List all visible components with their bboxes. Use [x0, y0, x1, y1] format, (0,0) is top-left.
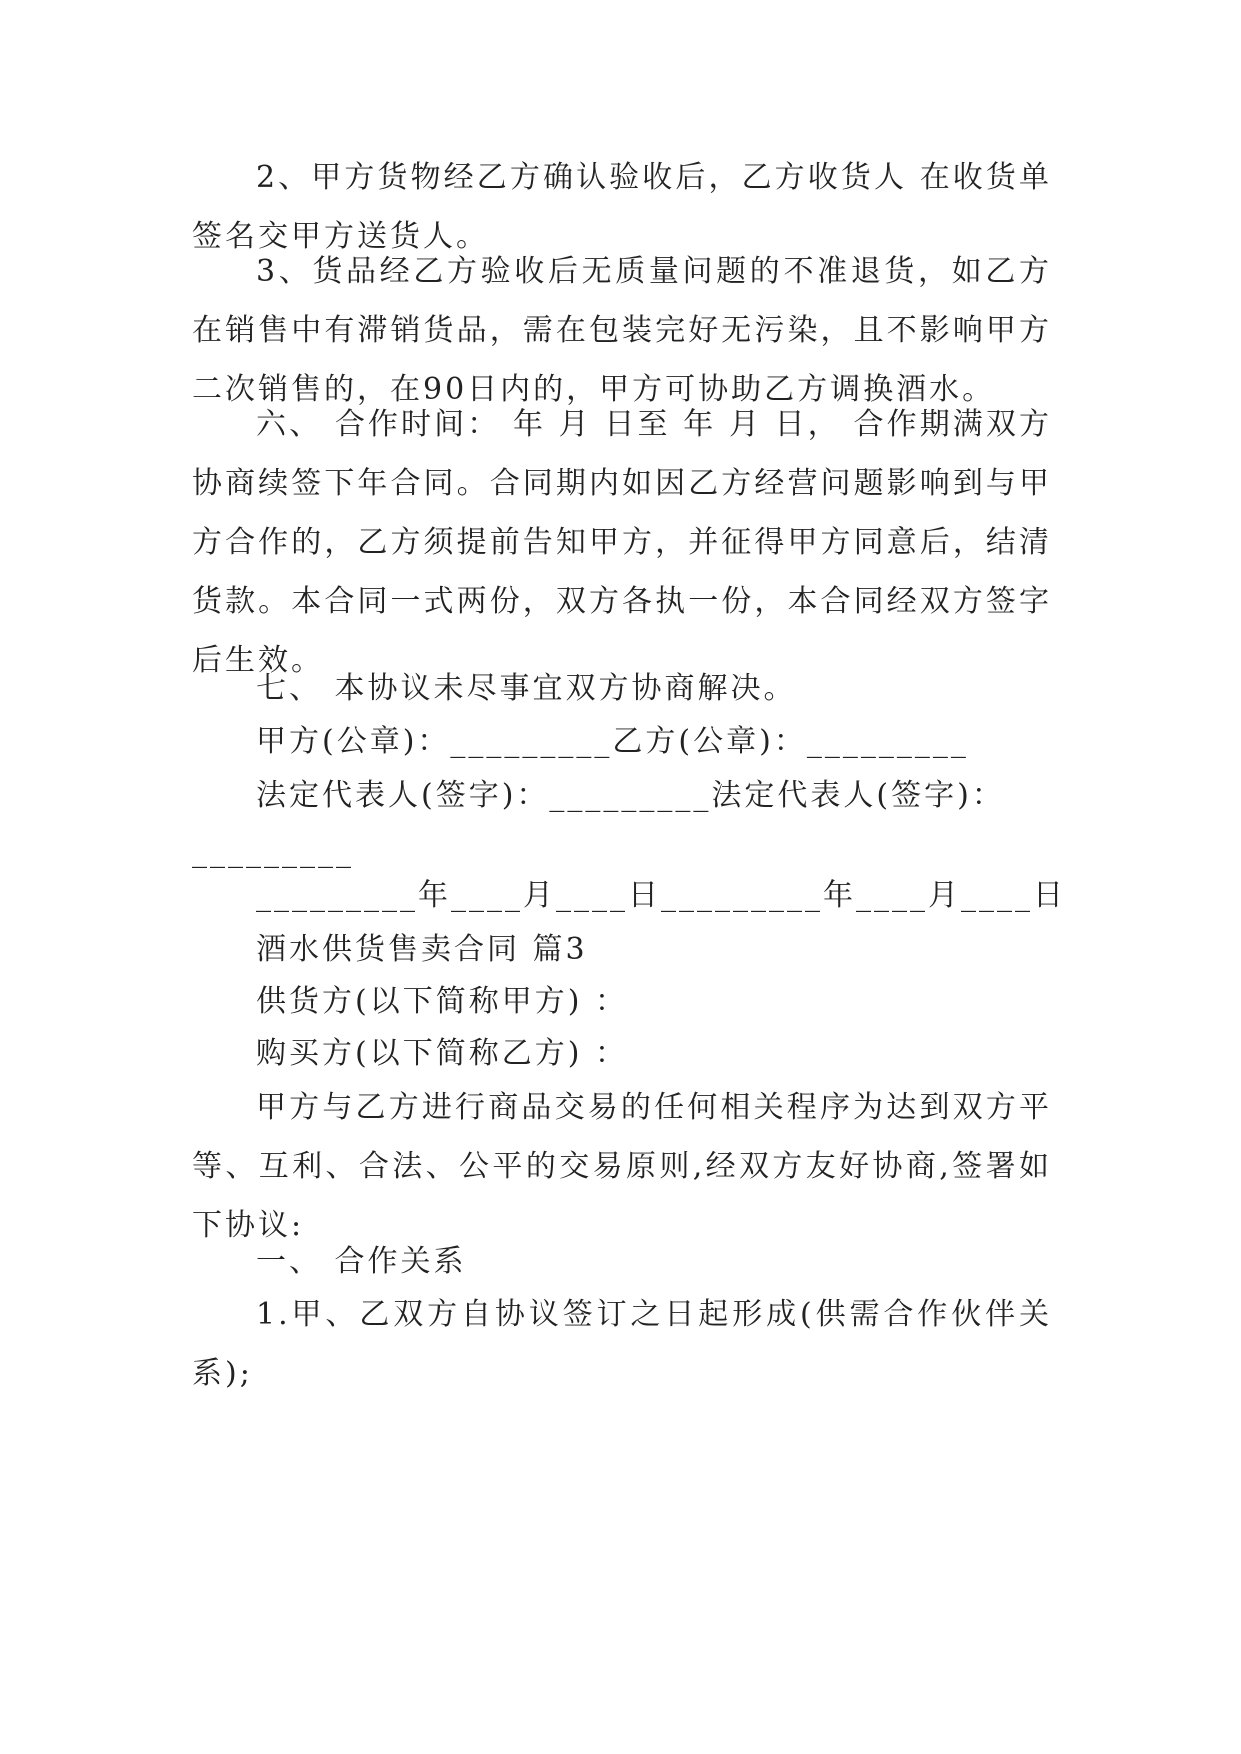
date-line: _________年____月____日_________年____月____日 — [256, 878, 1066, 913]
clause-3-paragraph: 3、货品经乙方验收后无质量问题的不准退货，如乙方在销售中有滞销货品，需在包装完好无污染，且不影响甲方二次销售的，在90日内的，甲方可协助乙方调换酒水。 — [192, 254, 1052, 407]
seal-signature-line: 甲方(公章)：_________乙方(公章)：_________ — [256, 724, 969, 759]
section-6-paragraph: 六、 合作时间： 年 月 日至 年 月 日， 合作期满双方协商续签下年合同。合同期内如因乙方经营问题影响到与甲方合作的，乙方须提前告知甲方，并征得甲方同意后，结清货款。本合同一式两份，双方各执一份，本合同经双方签字后生效。 — [192, 407, 1052, 678]
contract-heading: 酒水供货售卖合同 篇3 — [256, 932, 588, 967]
clause-2-paragraph: 2、甲方货物经乙方确认验收后，乙方收货人 在收货单签名交甲方送货人。 — [192, 160, 1052, 254]
representative-underline: _________ — [192, 834, 354, 869]
section-1-heading: 一、 合作关系 — [256, 1244, 467, 1279]
agreement-intro-paragraph: 甲方与乙方进行商品交易的任何相关程序为达到双方平等、互利、合法、公平的交易原则,经双方友好协商,签署如下协议: — [192, 1090, 1052, 1243]
section-7-paragraph: 七、 本协议未尽事宜双方协商解决。 — [256, 671, 797, 706]
buyer-line: 购买方(以下简称乙方) ： — [256, 1036, 628, 1071]
item-1-paragraph: 1.甲、乙双方自协议签订之日起形成(供需合作伙伴关系); — [192, 1297, 1052, 1391]
supplier-line: 供货方(以下简称甲方) ： — [256, 984, 628, 1019]
representative-signature-line: 法定代表人(签字)：_________法定代表人(签字)： — [256, 778, 1005, 813]
